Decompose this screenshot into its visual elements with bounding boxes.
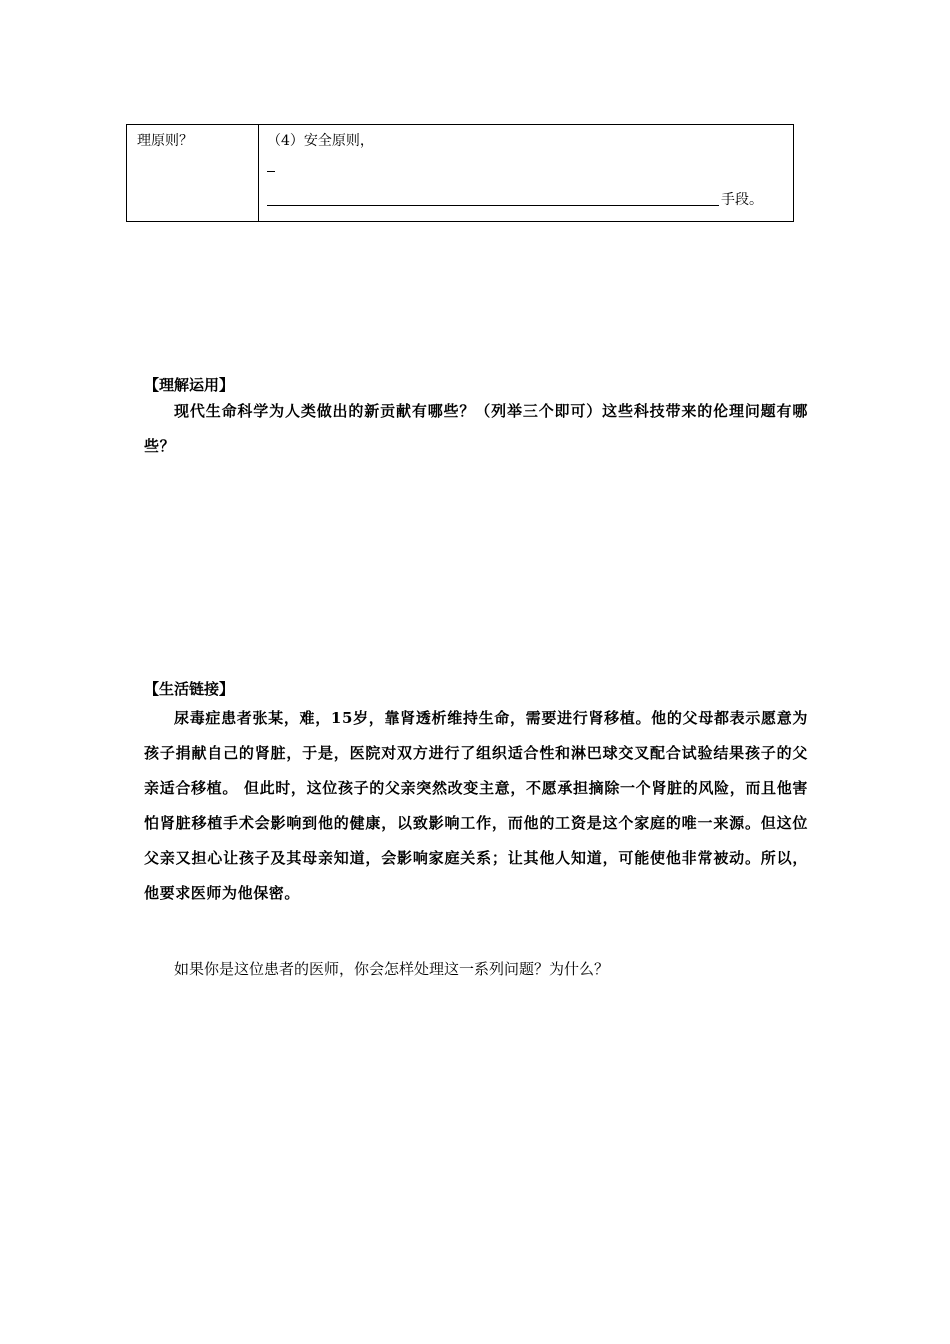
table-safety-principle: （4）安全原则， [267, 133, 374, 149]
section-paragraph-case: 尿毒症患者张某，难，15岁，靠肾透析维持生命，需要进行肾移植。他的父母都表示愿意为孩子捐献自己的肾脏，于是，医院对双方进行了组织适合性和淋巴球交叉配合试验结果孩子的父亲适合移植。 但此时，这位孩子的父亲突然改变主意，不愿承担摘除一个肾脏的风险，而且他害怕肾脏移植手术会影响到他的健康，以致影响工作，而他的工资是这个家庭的唯一来源。但这位父亲又担心让孩子及其母亲知道，会影响家庭关系；让其他人知道，可能使他非常被动。所以，他要求医师为他保密。 [144, 709, 808, 902]
answer-blank-line [267, 205, 719, 206]
section-heading-life-link: 【生活链接】 [144, 680, 235, 698]
table-means-suffix: 手段。 [721, 192, 763, 208]
section-question: 如果你是这位患者的医师，你会怎样处理这一系列问题？为什么？ [174, 960, 610, 978]
section-heading-understanding: 【理解运用】 [144, 376, 235, 394]
principles-table [126, 124, 794, 222]
section-paragraph-understanding: 现代生命科学为人类做出的新贡献有哪些？（列举三个即可）这些科技带来的伦理问题有哪些？ [144, 402, 808, 455]
short-blank-line [267, 171, 275, 172]
table-column-divider [258, 125, 259, 221]
table-left-cell: 理原则？ [137, 133, 193, 149]
